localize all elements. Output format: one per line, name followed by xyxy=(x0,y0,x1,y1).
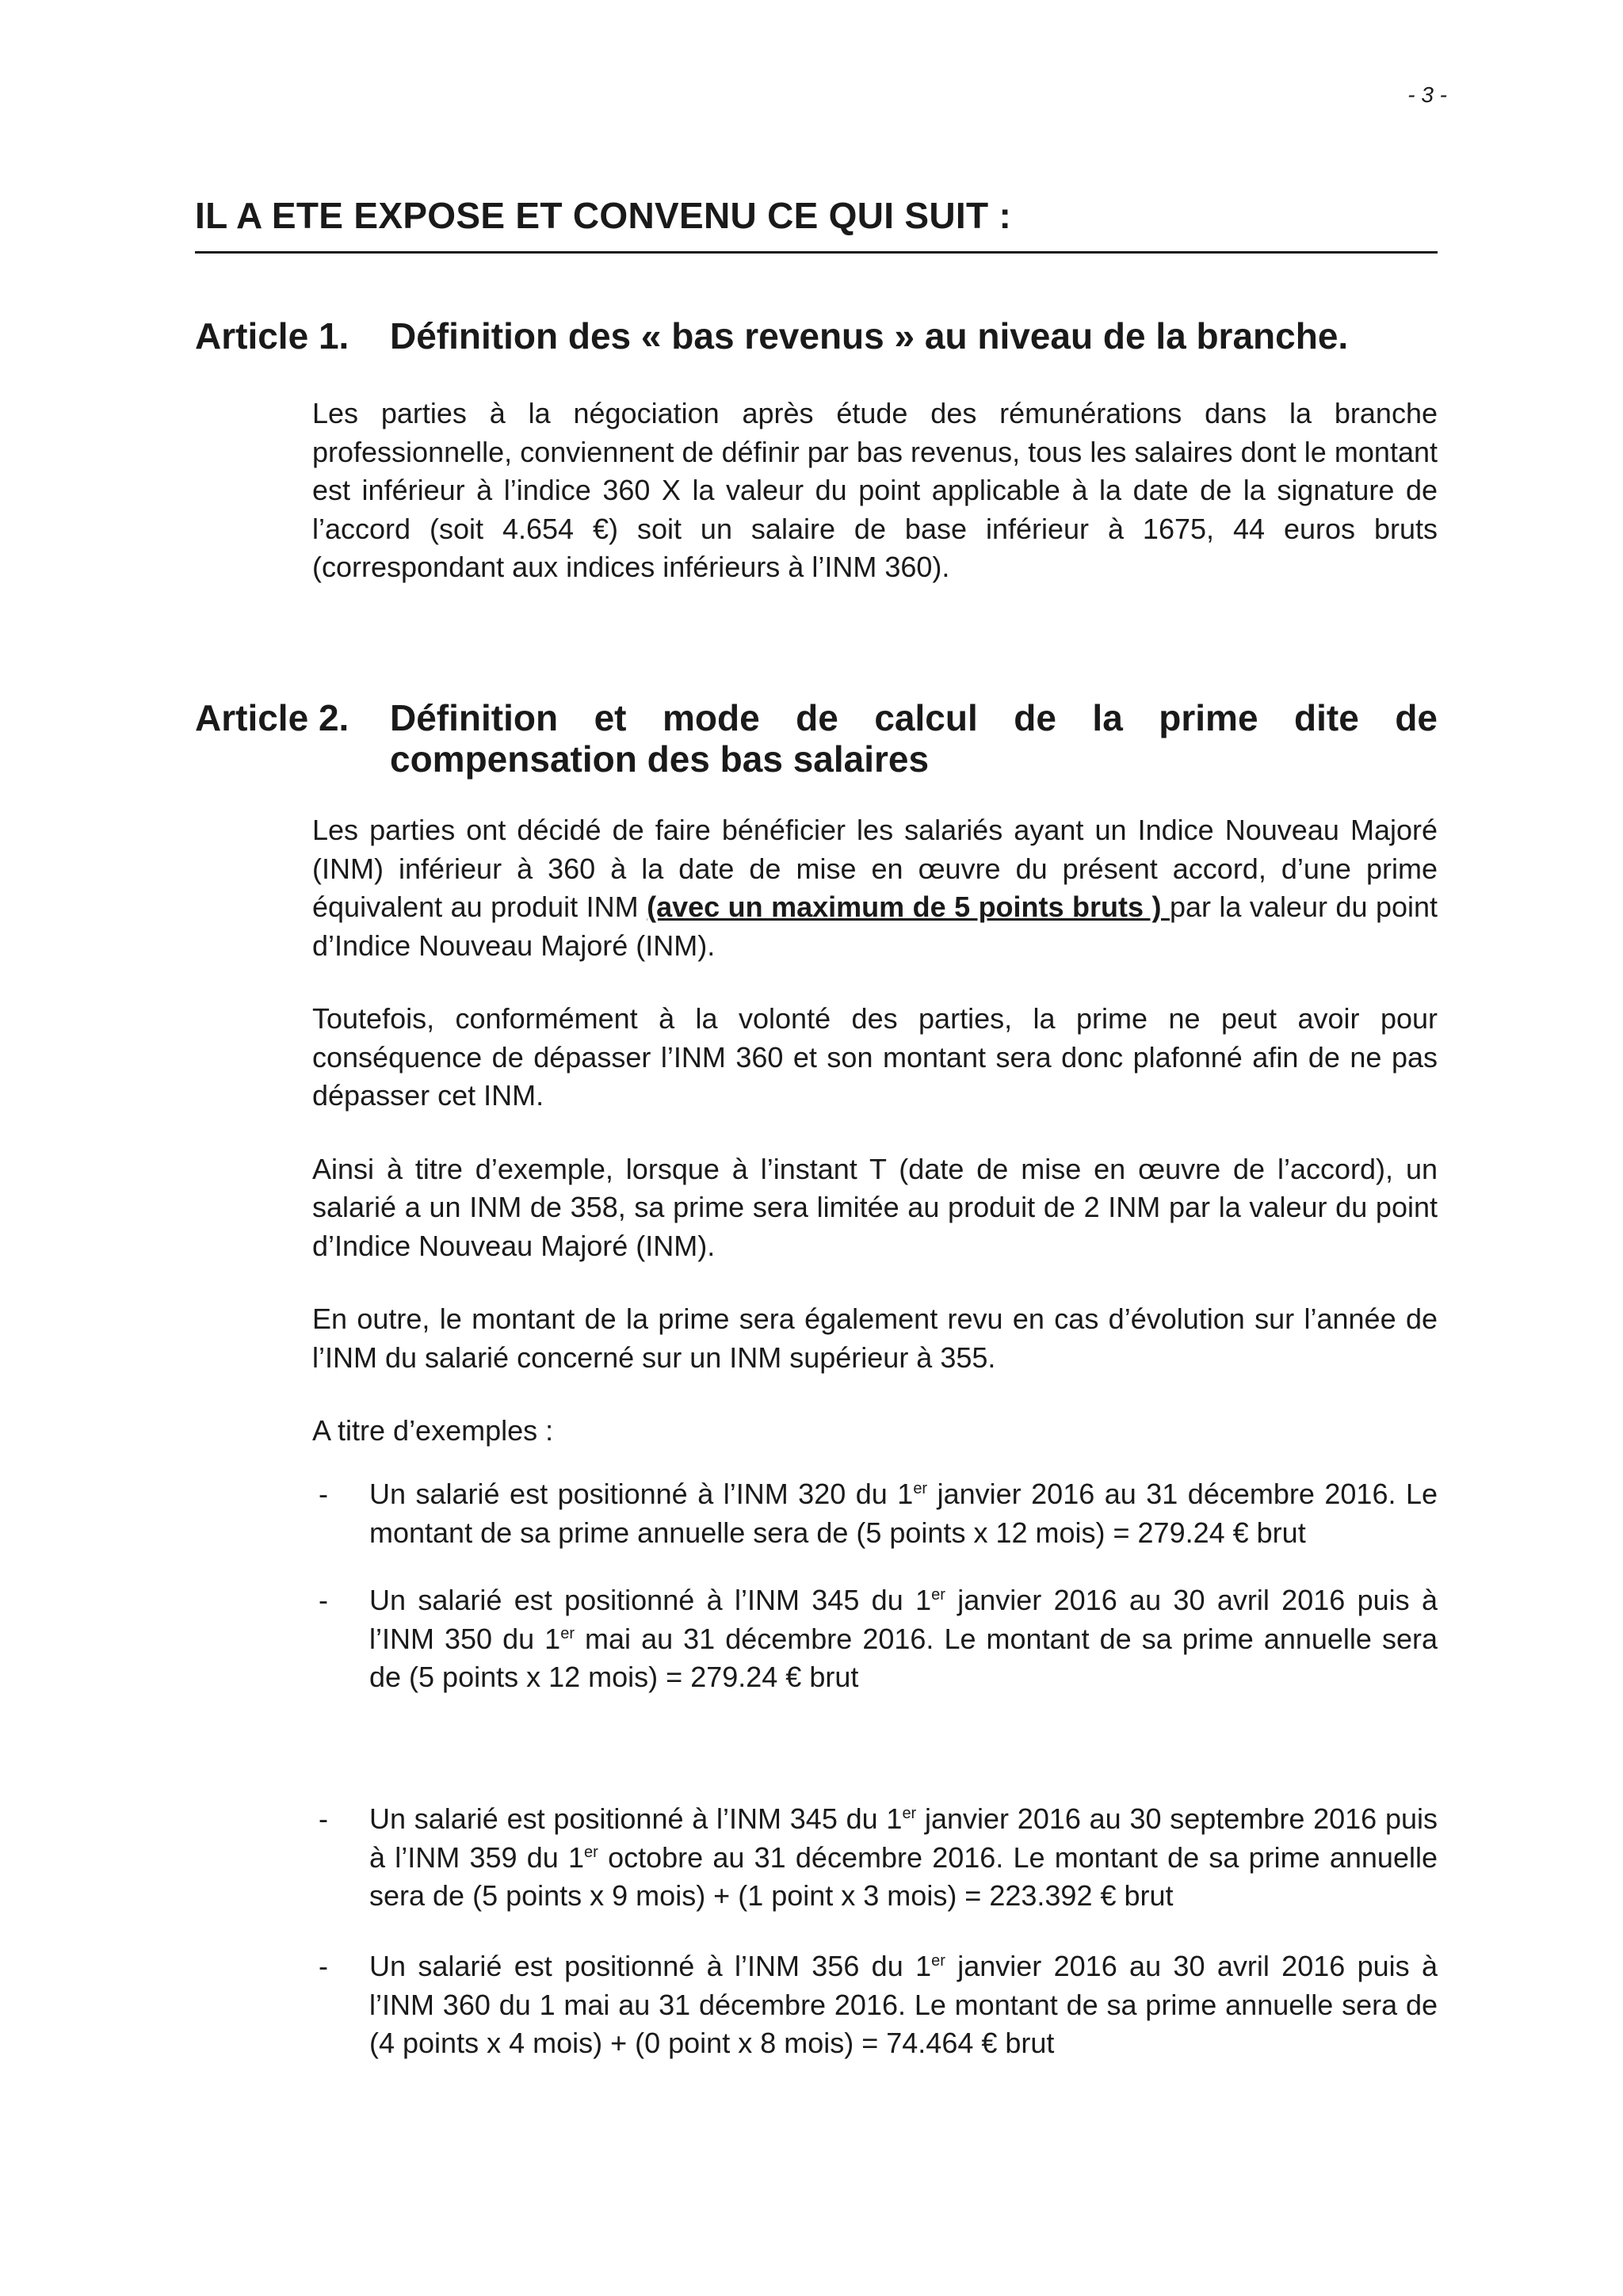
list-item: - Un salarié est positionné à l’INM 320 du 1er janvier 2016 au 31 décembre 2016. Le montant de sa prime annuelle sera de (5 points x 12 mois) = 279.24 € brut xyxy=(312,1475,1438,1552)
paragraph-1-text-b: par la valeur du point d’Indice Nouveau Majoré (INM). xyxy=(312,891,1438,962)
page-number: - 3 - xyxy=(1407,82,1447,107)
examples-list-2 xyxy=(312,1581,1438,1697)
article-2-paragraph-4: En outre, le montant de la prime sera également revu en cas d’évolution sur l’année de l’INM du salarié concerné sur un INM supérieur à 355. xyxy=(312,1302,1438,1374)
article-1-number: Article 1. xyxy=(195,315,349,357)
list-dash: - xyxy=(319,1802,328,1835)
article-1-heading xyxy=(195,315,1438,357)
article-2-paragraph-2: Toutefois, conformément à la volonté des parties, la prime ne peut avoir pour conséquence de dépasser l’INM 360 et son montant sera donc plafonné afin de ne pas dépasser cet INM. xyxy=(312,1002,1438,1112)
list-dash: - xyxy=(319,1950,328,1982)
article-2-paragraph-5: A titre d’exemples : xyxy=(312,1414,554,1447)
article-2-heading xyxy=(195,697,1438,780)
underlined-maximum-note: (avec un maximum de 5 points bruts ) xyxy=(647,891,1170,923)
article-2-title: Définition et mode de calcul de la prime dite de compensation des bas salaires xyxy=(390,697,1438,780)
article-2-paragraph-3: Ainsi à titre d’exemple, lorsque à l’instant T (date de mise en œuvre de l’accord), un salarié a un INM de 358, sa prime sera limitée au produit de 2 INM par la valeur du point d’Indice Nouveau Majoré (INM). xyxy=(312,1152,1438,1262)
article-2-body xyxy=(312,811,1438,1486)
examples-list-4 xyxy=(312,1947,1438,2063)
article-2-paragraph-1 xyxy=(312,811,1438,965)
article-1-paragraph: Les parties à la négociation après étude des rémunérations dans la branche professionnelle, conviennent de définir par bas revenus, tous les salaires dont le montant est inférieur à l’indice 360 X la valeur du point applicable à la date de la signature de l’accord (soit 4.654 €) soit un salaire de base inférieur à 1675, 44 euros bruts (correspondant aux indices inférieurs à l’INM 360). xyxy=(312,397,1438,583)
list-dash: - xyxy=(319,1478,328,1510)
article-1-title: Définition des « bas revenus » au niveau de la branche. xyxy=(390,315,1349,357)
list-item: - Un salarié est positionné à l’INM 356 du 1er janvier 2016 au 30 avril 2016 puis à l’INM 360 du 1 mai au 31 décembre 2016. Le montant de sa prime annuelle sera de (4 points x 4 mois) + (0 point x 8 mois) = 74.464 € brut xyxy=(312,1947,1438,2063)
list-item: - Un salarié est positionné à l’INM 345 du 1er janvier 2016 au 30 septembre 2016 puis à l’INM 359 du 1er octobre au 31 décembre 2016. Le montant de sa prime annuelle sera de (5 points x 9 mois) + (1 point x 3 mois) = 223.392 € brut xyxy=(312,1800,1438,1916)
list-dash: - xyxy=(319,1584,328,1616)
examples-list-3 xyxy=(312,1800,1438,1916)
list-item: - Un salarié est positionné à l’INM 345 du 1er janvier 2016 au 30 avril 2016 puis à l’INM 350 du 1er mai au 31 décembre 2016. Le montant de sa prime annuelle sera de (5 points x 12 mois) = 279.24 € brut xyxy=(312,1581,1438,1697)
article-1-body xyxy=(312,395,1438,622)
main-title: IL A ETE EXPOSE ET CONVENU CE QUI SUIT : xyxy=(195,194,1438,254)
examples-list xyxy=(312,1475,1438,1552)
article-2-number: Article 2. xyxy=(195,697,349,738)
paragraph-1-text-a: Les parties ont décidé de faire bénéficier les salariés ayant un Indice Nouveau Majoré (INM) inférieur à 360 à la date de mise en œuvre du présent accord, d’une prime équivalent au produit INM xyxy=(312,814,1438,923)
